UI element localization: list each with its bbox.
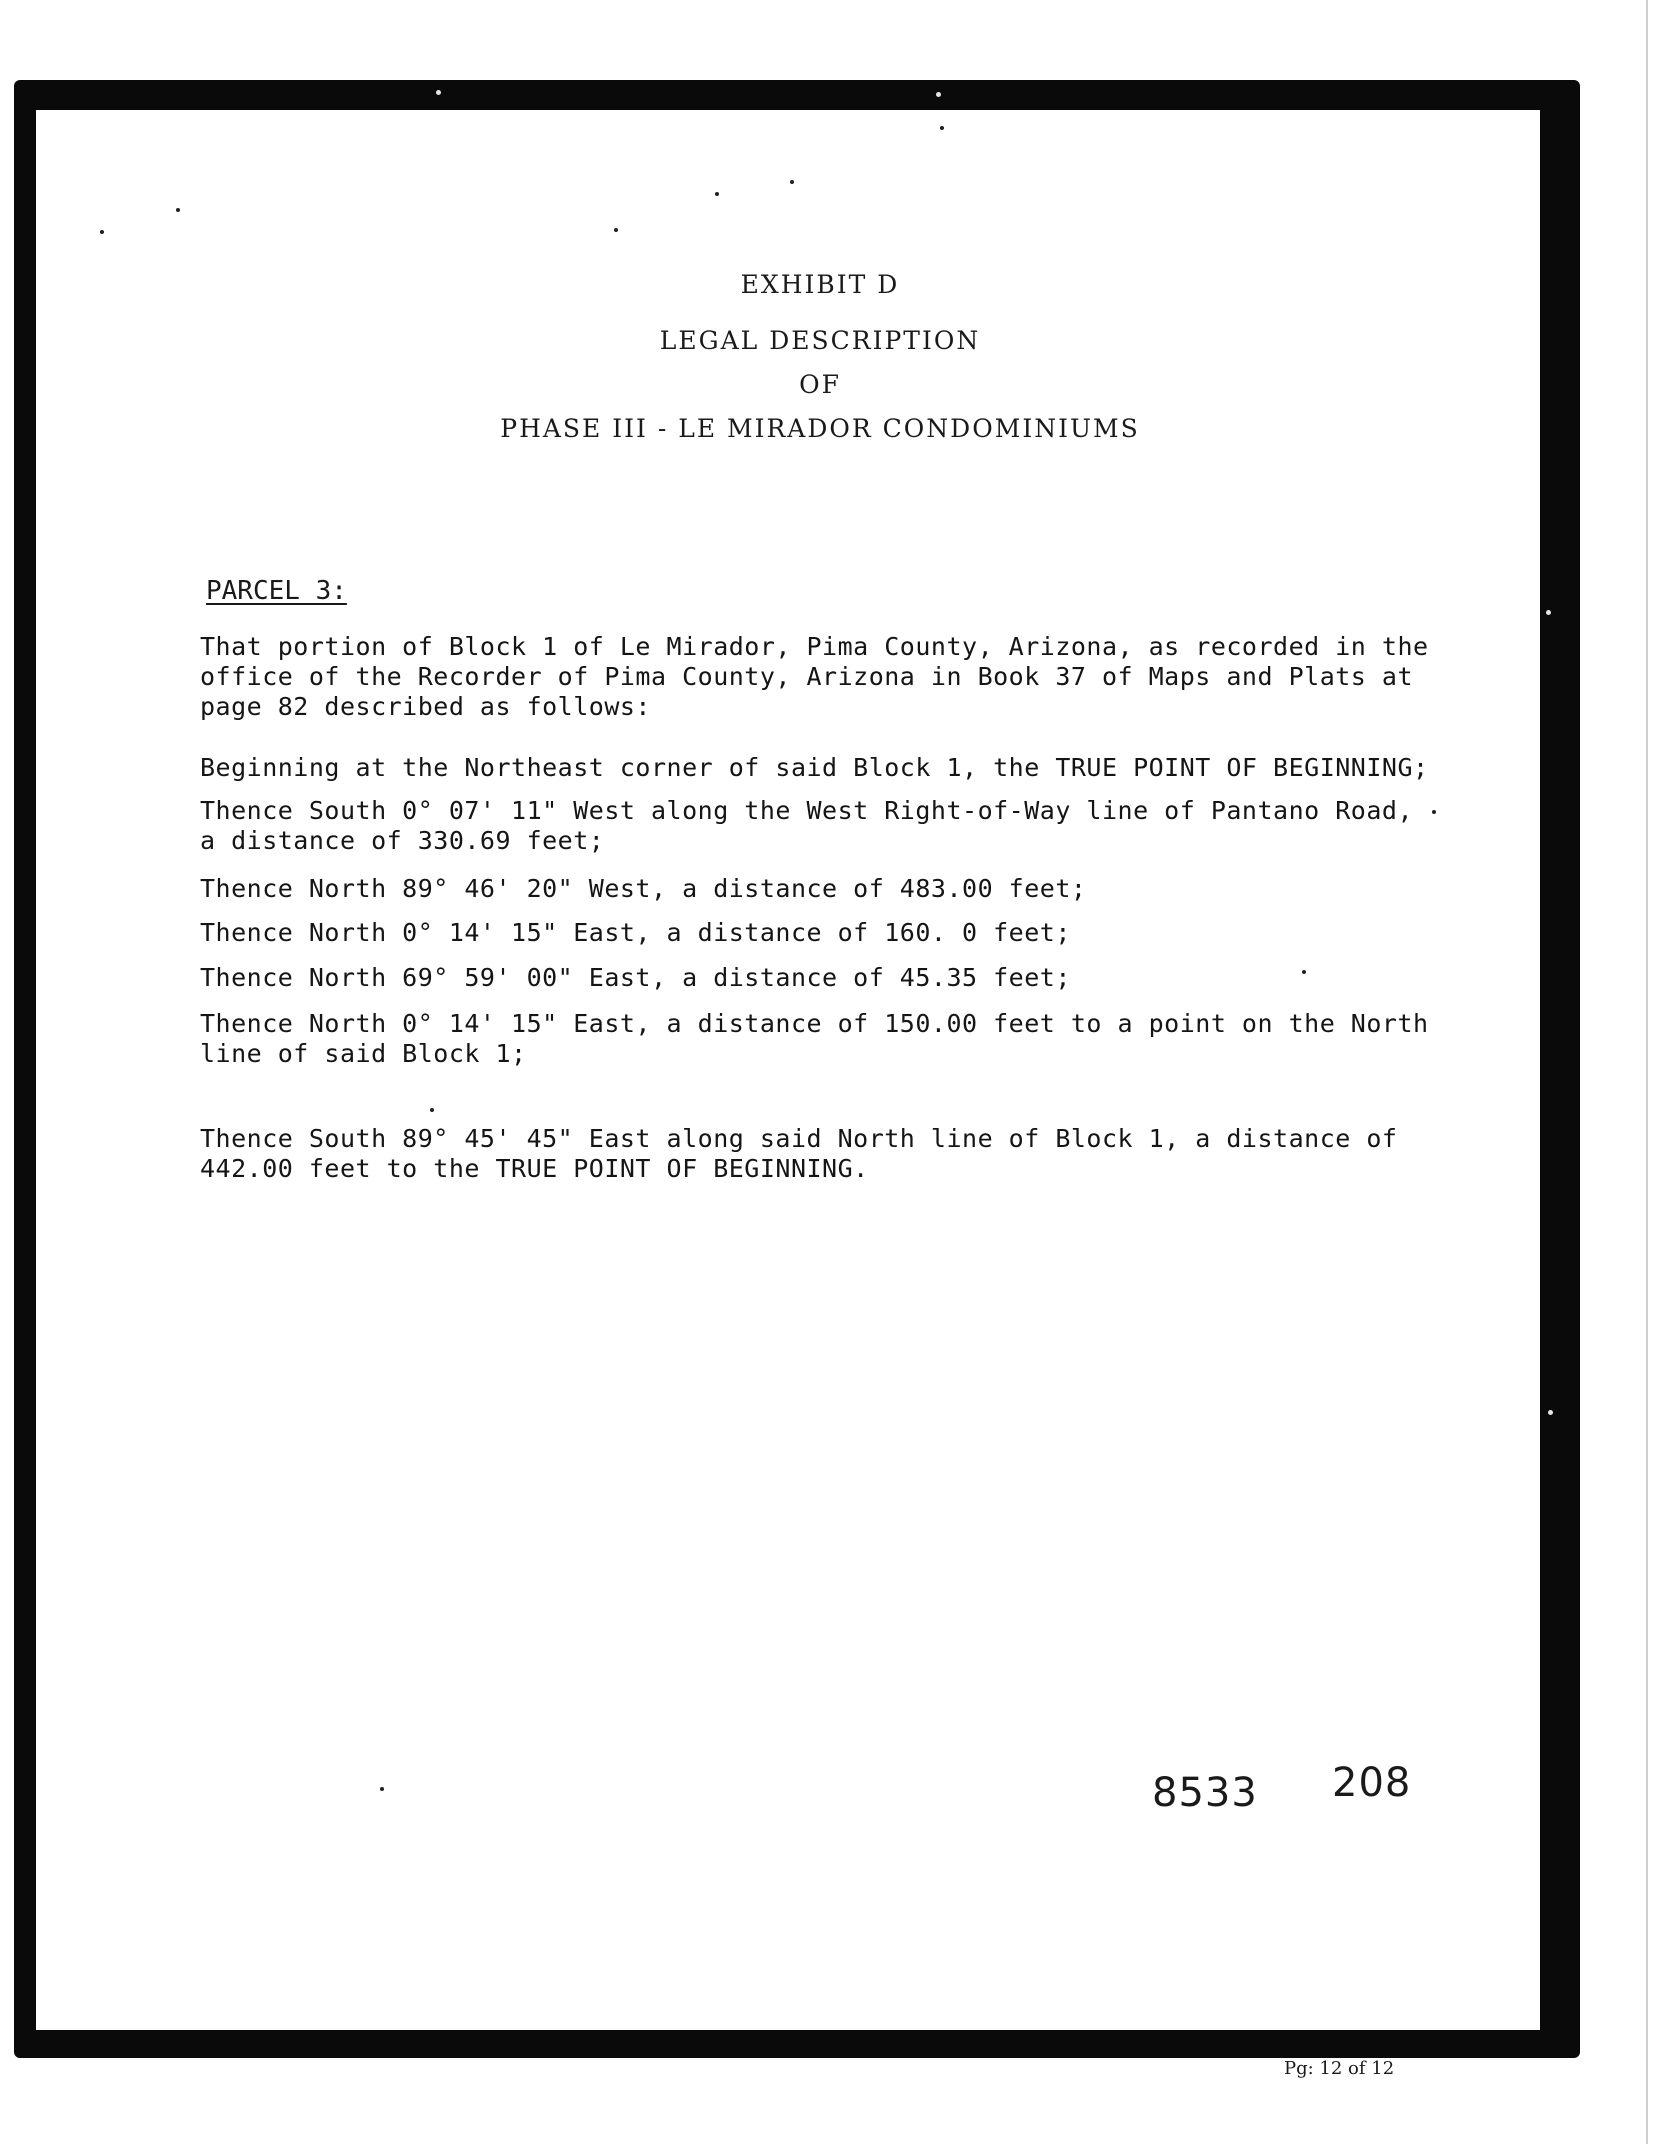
recording-book-number: 8533 [1152,1770,1258,1816]
frame-noise [1546,610,1551,615]
frame-noise [436,90,441,95]
course-line: Thence North 69° 59' 00" East, a distance of 45.35 feet; [200,963,1071,992]
scan-speck [380,1787,384,1791]
scan-speck [176,208,180,212]
parcel-intro-paragraph: That portion of Block 1 of Le Mirador, Pima County, Arizona, as recorded in the office of the Recorder of Pima County, Arizona in Book 37 of Maps and Plats at page 82 described as follows: [200,632,1429,721]
course-line: Thence North 89° 46' 20" West, a distance of 483.00 feet; [200,874,1087,903]
frame-noise [936,92,941,97]
scan-speck [430,1108,434,1112]
course-line: Thence South 89° 45' 45" East along said North line of Block 1, a distance of 442.00 feet to the TRUE POINT OF BEGINNING. [200,1124,1398,1183]
page-indicator: Pg: 12 of 12 [1284,2058,1395,2079]
title-connector: OF [799,370,841,399]
scan-speck [940,126,944,130]
document-title: LEGAL DESCRIPTION [659,326,981,355]
document-subject: PHASE III - LE MIRADOR CONDOMINIUMS [500,414,1140,443]
course-line: Thence South 0° 07' 11" West along the West Right-of-Way line of Pantano Road, a distance of 330.69 feet; [200,796,1413,855]
scanner-edge-line [1646,0,1648,2144]
parcel-label: PARCEL 3: [206,576,347,606]
scan-speck [715,192,719,196]
frame-noise [1548,1410,1553,1415]
exhibit-title: EXHIBIT D [740,270,900,299]
recording-page-number: 208 [1332,1760,1412,1806]
scan-speck [100,230,104,234]
point-of-beginning: Beginning at the Northeast corner of said Block 1, the TRUE POINT OF BEGINNING; [200,753,1429,782]
scan-speck [614,228,618,232]
scan-speck [790,180,794,184]
course-line: Thence North 0° 14' 15" East, a distance of 160. 0 feet; [200,918,1071,947]
course-line: Thence North 0° 14' 15" East, a distance of 150.00 feet to a point on the North line of said Block 1; [200,1009,1429,1068]
